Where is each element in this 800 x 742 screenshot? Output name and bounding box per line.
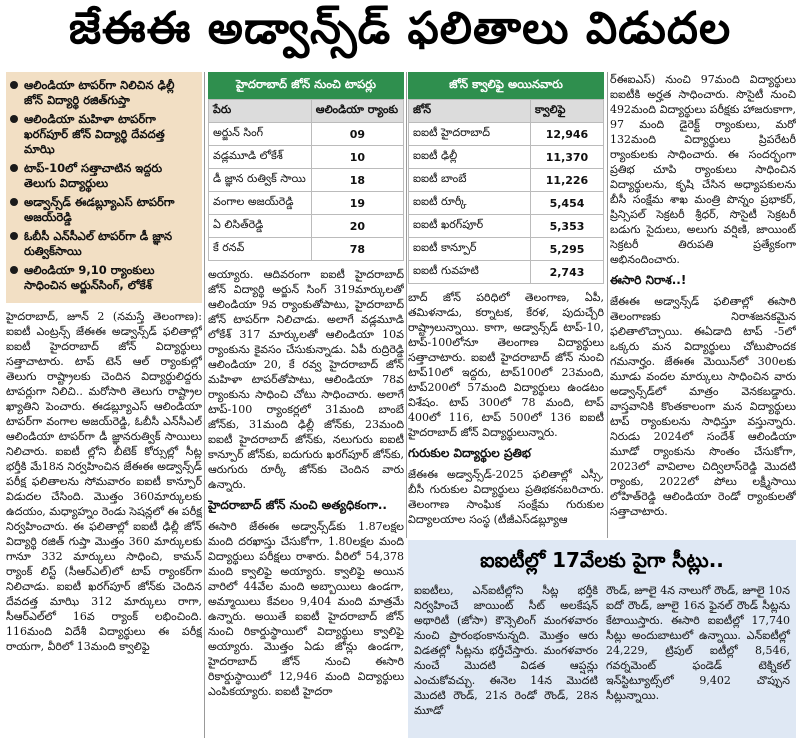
hyd-toppers-table-title: హైదరాబాద్ జోన్ నుంచి టాపర్లు — [208, 72, 404, 99]
article-paragraph: అయ్యారు. ఆదివరంగా ఐఐటీ హైదరాబాద్ జోన్ విద్యార్థి అర్జున్ సింగ్ 319మార్కులతో ఆలిండియా 9వ ర్యాంకుతోపాటు, హైదరాబాద్ జోన్ టాపర్‌గా నిలిచాడు. అలాగే వడ్లమూడి లోకేశ్ 317 మార్కులతో ఆలిండియా 10వ ర్యాంకును కైవసం చేసుకున్నాడు. ఏపీ రుద్రిరెడ్డి ఆలిండియా 20, కే రవ్వ హైదరాబాద్ జోన్ మహిళా టాపర్‌తోపాటు, ఆలిండియా 78వ ర్యాంకును సాధించి చోటు సాధించారు. అలాగే టాప్-100 ర్యాంకర్లలో 31మంది బాంబే జోన్‌కు, 31మంది ఢిల్లీ జోన్‌కు, 23మంది ఐఐటీ హైదరాబాద్ జోన్‌కు, నలుగురు ఐఐటీ కాన్పూర్ జోన్‌కు, ఐదుగురు ఖరగ్‌పూర్ జోన్‌కు, ఆరుగురు రూర్కీ జోన్‌కు చెందిన వారు ఉన్నారు. — [208, 268, 404, 491]
table-header: జోన్ — [409, 100, 531, 123]
highlight-item: అడ్వాన్స్‌డ్ ఈడబ్ల్యూఎస్ టాపర్‌గా అజయ్‌రెడ్డి — [10, 195, 196, 225]
highlight-item: ఆలిండియా టాపర్‌గా నిలిచిన ఢిల్లీ జోన్ విద్యార్థి రజిత్‌గుప్తా — [10, 78, 196, 108]
column-3 — [408, 72, 604, 534]
column-2 — [208, 72, 404, 738]
table-row: ఐఐటీ హైదరాబాద్ 12,946 — [409, 123, 604, 146]
subheading: గురుకుల విద్యార్థుల ప్రతిభ — [408, 446, 531, 460]
bullet-icon — [10, 81, 18, 89]
column-4 — [610, 72, 796, 534]
table-row: ఏ లిసిత్‌రెడ్డి 20 — [209, 215, 404, 238]
table-header: పేరు — [209, 100, 312, 123]
zone-table-title: జోన్ క్వాలిఫై అయినవారు — [408, 72, 604, 99]
article-paragraph: ఈసారి జేఈఈ అడ్వాన్స్‌డ్‌కు 1.87లక్షల మంది దరఖాస్తు చేసుకోగా, 1.80లక్షల మంది విద్యార్థులు పరీక్షలు రాశారు. వీరిలో 54,378 మంది క్వాలిఫై అయ్యారు. క్వాలిఫై అయిన వారిలో 44వేల మంది అబ్బాయిలు ఉండగా, అమ్మాయిలు కేవలం 9,404 మంది మాత్రమే ఉన్నారు. అయితే ఐఐటీ హైదరాబాద్ జోన్ నుంచి రికార్డుస్థాయిలో విద్యార్థులు క్వాలిఫై అయ్యారు. మొత్తం ఏడు జోన్లు ఉండగా, హైదరాబాద్ జోన్ నుంచి ఈసారి రికార్డుస్థాయిలో 12,946 మంది విద్యార్థులు ఎంపికయ్యారు. ఐఐటీ హైదరా — [208, 520, 404, 698]
table-row: వంగాల అజయ్‌రెడ్డి 19 — [209, 192, 404, 215]
article-paragraph: బాద్ జోన్ పరిధిలో తెలంగాణ, ఏపీ, తమిళనాడు, కర్నాటక, కేరళ, పుదుచ్చేరి రాష్ట్రాలున్నాయి. కాగా, అడ్వాన్స్‌డ్ టాప్-10, టాప్-100లోనూ తెలంగాణ విద్యార్థులు సత్తాచాటారు. ఐఐటీ హైదరాబాద్ జోన్ నుంచి టాప్10లో ఇద్దరు, టాప్100లో 23మంది, టాప్200లో 57మంది విద్యార్థులు ఉండటం విశేషం. టాప్ 300లో 78 మంది, టాప్ 400లో 116, టాప్ 500లో 136 ఐఐటీ హైదరాబాద్ జోన్ విద్యార్థులున్నారు. — [408, 291, 604, 439]
article-paragraph: జేఈఈ అడ్వాన్స్‌డ్-2025 ఫలితాల్లో ఎస్సీ, బీసీ గురుకుల విద్యార్థులు ప్రతిభకనబరిచారు. తెలంగాణ సాంఘిక సంక్షేమ గురుకుల విద్యాలయాల సంస్థ (టీజీఎస్‌డబ్ల్యూఆ — [408, 468, 604, 526]
highlights-box — [6, 72, 202, 303]
bullet-icon — [10, 164, 18, 172]
table-row: ఐఐటీ ఢిల్లీ 11,370 — [409, 146, 604, 169]
seats-info-box — [408, 540, 796, 738]
table-row: వడ్లమూడి లోకేశ్ 10 — [209, 146, 404, 169]
table-row: ఐఐటీ రూర్కీ 5,454 — [409, 192, 604, 215]
table-header: ఆలిండియా ర్యాంకు — [311, 100, 403, 123]
column-divider — [607, 72, 608, 538]
table-header: క్వాలిఫై — [530, 100, 603, 123]
table-row: అర్జున్ సింగ్ 09 — [209, 123, 404, 146]
seats-box-paragraph: ఐఐటీలు, ఎన్‌ఐటీల్లోని సీట్ల భర్తీకి నిర్వహించే జాయింట్ సీట్ అలకేషన్ అథారిటీ (జోసా) కౌన్సెలింగ్ మంగళవారం నుంచి ప్రారంభంకానున్నది. మొత్తం ఆరు విడతల్లో సీట్లను భర్తీచేస్తారు. మంగళవారం నుంచే మొదటి విడత ఆప్షన్లు ఎంచుకోవచ్చు. ఈనెల 14న మొదటి మొదటి రౌండ్, 21న రెండో రౌండ్, 28న మూడో — [414, 584, 598, 717]
article-paragraph: జేఈఈ అడ్వాన్స్‌డ్ ఫలితాల్లో ఈసారి తెలంగాణకు నిరాశజనకమైన ఫలితాలొచ్చాయి. ఈఏడాది టాప్ -5లో ఒక్కరు మన విద్యార్థులు చోటుపొందక గమనార్హం. జేఈఈ మెయిన్‌లో 300లకు మూడు వందల మార్కులు సాధించిన వారు అడ్వాన్స్‌డ్‌లో మాత్రం వెనకబడ్డారు. వాస్తవానికి కొంతకాలంగా మన విద్యార్థులు టాప్ ర్యాంకులను సాధిస్తూ వస్తున్నారు. నిరుడు 2024లో సందేశ్ ఆలిండియా మూడో ర్యాంకును సొంతం చేసుకోగా, 2023లో వావిలాల చిద్విలాస్‌రెడ్డి మొదటి ర్యాంకు, 2022లో పోలు లక్ష్మీసాయి లోహిత్‌రెడ్డి ఆలిండియా రెండో ర్యాంకులతో సత్తాచాటారు. — [610, 295, 796, 518]
table-row: ఐఐటీ బాంబే 11,226 — [409, 169, 604, 192]
highlight-item: ఆలిండియా మహిళా టాపర్‌గా ఖరగ్‌పూర్ జోన్ విద్యార్థి దేవదత్త మాఝి — [10, 112, 196, 157]
subheading: ఈసారి నిరాశ..! — [610, 273, 687, 287]
table-row: ఐఐటీ ఖరగ్‌పూర్ 5,353 — [409, 215, 604, 238]
bullet-icon — [10, 232, 18, 240]
seats-box-title: ఐఐటీల్లో 17వేలకు పైగా సీట్లు.. — [480, 548, 724, 572]
bullet-icon — [10, 115, 18, 123]
highlight-item: ఓబీసీ ఎన్‌సీఎల్ టాపర్‌గా డీ జ్ఞాన రుత్విక్‌సాయి — [10, 229, 196, 259]
article-paragraph: ర్‌ఈఐఎస్) నుంచి 97మంది విద్యార్థులు ఐఐటీకి అర్హత సాధించారు. సొసైటీ నుంచి 492మంది విద్యార్థులు పరీక్షకు హాజరుకాగా, 97 మంది డైరెక్ట్ ర్యాంకులు, మరో 132మంది విద్యార్థులు ప్రిపరేటరీ ర్యాంకులకు సాధించారు. ఈ సందర్భంగా ప్రతిభ చూపి ర్యాంకులు సాధించిన విద్యార్థులను, కృషి చేసిన అధ్యాపకులను బీసీ సంక్షేమ శాఖ మంత్రి పొన్నం ప్రభాకర్, ప్రిన్సిపల్ సెక్రటరీ శ్రీధర్, సొసైటీ సెక్రటరీ బడుగు సైదులు, అలుగు వర్షిణి, జాయింట్ సెక్రటరీ తిరుపతి ప్రత్యేకంగా అభినందించారు. — [610, 73, 796, 266]
table-row: ఐఐటీ గువహటి 2,743 — [409, 261, 604, 284]
article-paragraph: హైదరాబాద్, జూన్ 2 (నమస్తే తెలంగాణ): ఐఐటీ ఎంట్రన్స్ జేఈఈ అడ్వాన్స్‌డ్ ఫలితాల్లో ఐఐటీ హైదరాబాద్ జోన్ విద్యార్థులు సత్తాచాటారు. టాప్ టెన్ ఆల్ ర్యాంకుల్లో తెలుగు రాష్ట్రాలకు చెందిన విద్యార్థులిద్దరు టాపర్లుగా నిలిచి.. మరోసారి తెలుగు రాష్ట్రాల ఖ్యాతిని పెంచారు. ఈడబ్ల్యూఎస్ ఆలిండియా టాపర్‌గా వంగాల అజయ్‌రెడ్డి, ఓబీసీ ఎన్‌సీఎల్ ఆలిండియా టాపర్‌గా డీ జ్ఞానరుత్విక్ సాయిలు నిలిచారు. ఐఐటీ ల్లోని బీటెక్ కోర్సుల్లో సీట్ల భర్తీకి మే18న నిర్వహించిన జేఈఈ అడ్వాన్స్‌డ్ పరీక్ష ఫలితాలను సోమవారం ఐఐటీ కాన్పూర్ విడుదల చేసింది. మొత్తం 360మార్కులకు ఉదయం, మధ్యాహ్నం రెండు సెషన్లలో ఈ పరీక్ష నిర్వహించారు. ఈ ఫలితాల్లో ఐఐటీ ఢిల్లీ జోన్ విద్యార్థి రజిత్ గుప్తా మొత్తం 360 మార్కులకు గానూ 332 మార్కులు సాధించి, కామన్ ర్యాంక్ లిస్ట్ (సీఆర్‌ఎల్)లో టాప్ ర్యాంకర్‌గా నిలిచాడు. ఐఐటీ ఖరగ్‌పూర్ జోన్‌కు చెందిన దేవదత్త మాఝి 312 మార్కులు రాగా, సీఆర్‌ఎల్‌లో 16వ ర్యాంక్ లభించింది. 116మంది విదేశీ విద్యార్థులు ఈ పరీక్ష రాయగా, వీరిలో 13మంది క్వాలిఫై — [6, 310, 202, 653]
hyd-toppers-table — [208, 99, 404, 261]
subheading: హైదరాబాద్ జోన్ నుంచి అత్యధికంగా.. — [208, 498, 387, 512]
column-divider — [406, 72, 407, 538]
bullet-icon — [10, 266, 18, 274]
column-divider — [204, 72, 205, 738]
bullet-icon — [10, 198, 18, 206]
page-headline: జేఈఈ అడ్వాన్స్‌డ్ ఫలితాలు విడుదల — [68, 3, 732, 54]
highlight-item: టాప్-10లో సత్తాచాటిన ఇద్దరు తెలుగు విద్యార్థులు — [10, 161, 196, 191]
seats-box-paragraph: రౌండ్, జూలై 4న నాలుగో రౌండ్, జూలై 10న ఐదో రౌండ్, జూలై 16న ఫైనల్ రౌండ్ సీట్లను కేటాయిస్తారు. ఈసారి ఐఐటీల్లో 17,740 సీట్లు అందుబాటులో ఉన్నాయి. ఎన్‌ఐటీల్లో 24,229, ట్రిపుల్ ఐటీల్లో 8,546, గవర్నమెంట్ ఫండెడ్ టెక్నికల్ ఇన్‌స్టిట్యూట్స్‌లో 9,402 చొప్పున సీట్లున్నాయి. — [606, 584, 790, 702]
highlight-item: ఆలిండియా 9,10 ర్యాంకులు సాధించిన అర్జున్‌సింగ్, లోకేశ్ — [10, 263, 196, 293]
table-row: డీ జ్ఞాన రుత్విక్ సాయి 18 — [209, 169, 404, 192]
table-row: ఐఐటీ కాన్పూర్ 5,295 — [409, 238, 604, 261]
zone-qualified-table — [408, 99, 604, 284]
table-row: కే రనవ్ 78 — [209, 238, 404, 261]
column-1 — [6, 72, 202, 738]
